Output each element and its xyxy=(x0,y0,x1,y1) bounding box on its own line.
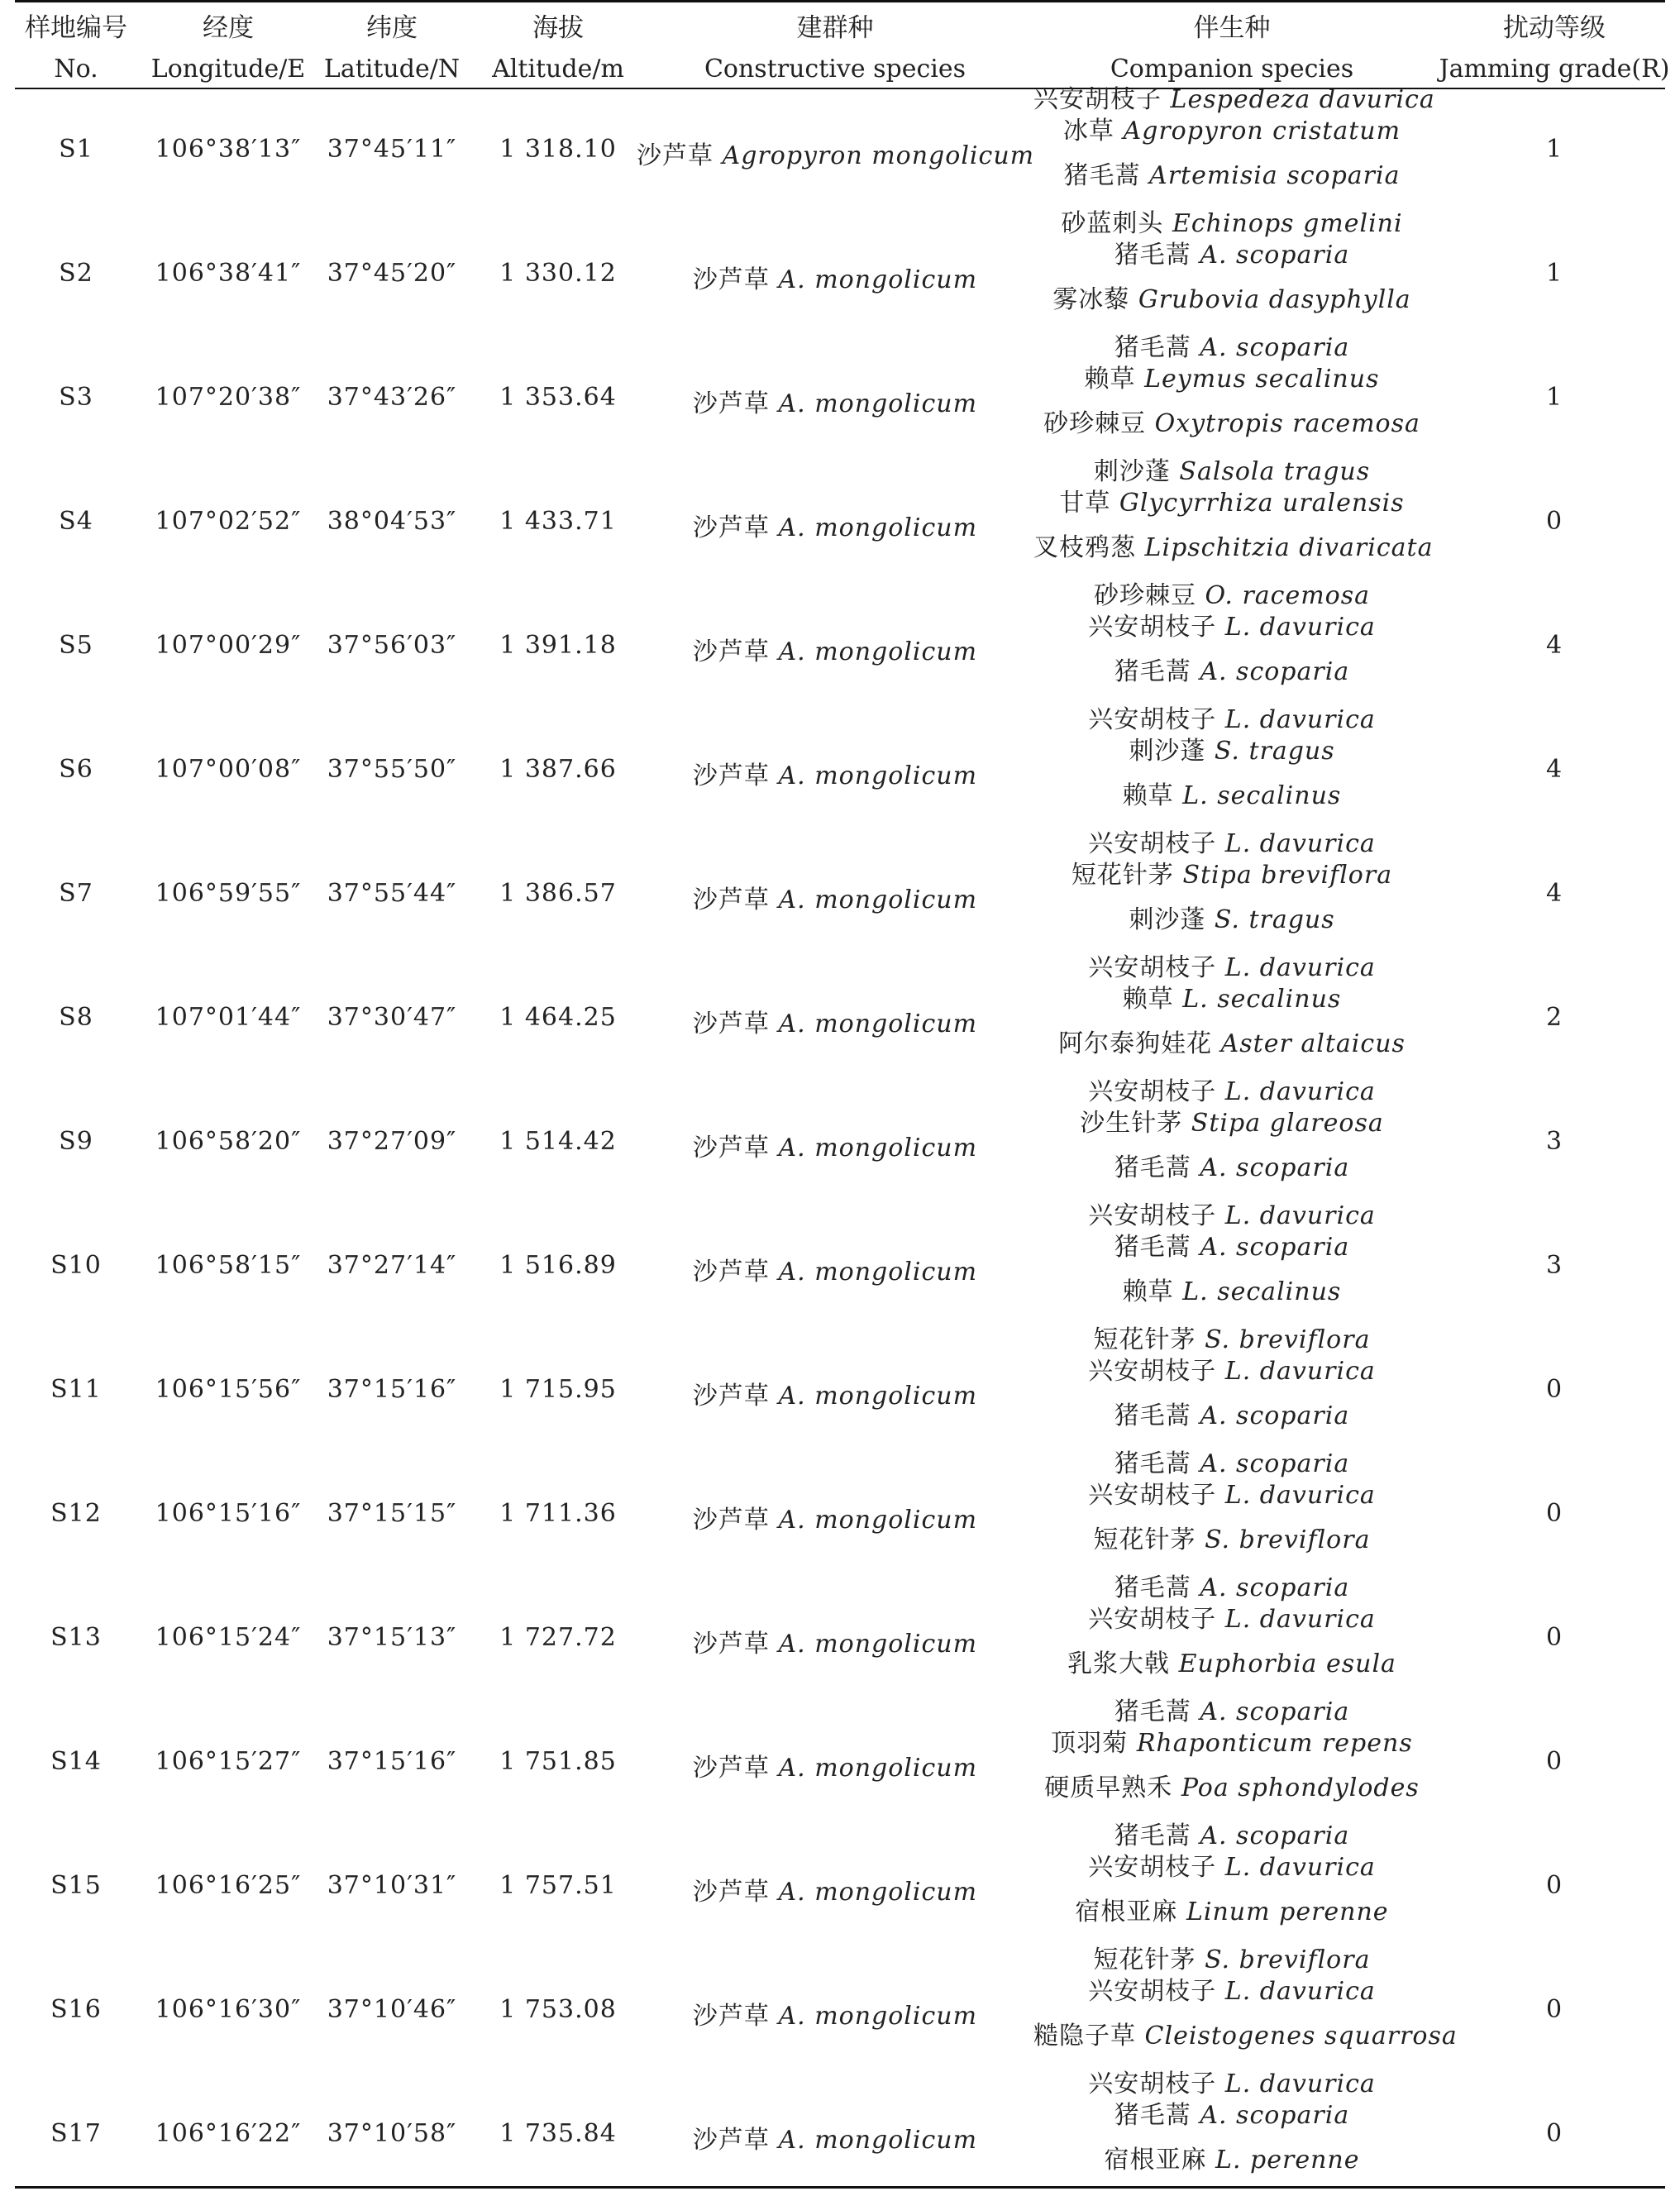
companion-species xyxy=(1033,978,1430,1014)
companion-species xyxy=(1033,403,1430,439)
longitude: 107°02′52″ xyxy=(155,507,302,536)
header-lon-en: Longitude/E xyxy=(150,55,306,84)
constructive-species-latin: Agropyron mongolicum xyxy=(722,141,1035,170)
companion-species-zh: 兴安胡枝子 xyxy=(1088,1853,1217,1882)
latitude: 37°10′46″ xyxy=(327,1995,457,2024)
companion-species-zh: 猪毛蒿 xyxy=(1114,1153,1191,1182)
header-jamming-zh: 扰动等级 xyxy=(1503,13,1606,43)
companion-species-zh: 乳浆大戟 xyxy=(1067,1649,1171,1678)
site-number: S9 xyxy=(59,1127,93,1156)
companion-species xyxy=(1033,1519,1430,1555)
jamming-grade: 0 xyxy=(1545,1747,1563,1776)
site-number: S17 xyxy=(50,2119,102,2148)
companion-species-zh: 砂珍棘豆 xyxy=(1043,409,1147,438)
constructive-species-latin: A. mongolicum xyxy=(778,1630,978,1659)
companion-species-zh: 砂珍棘豆 xyxy=(1093,581,1196,610)
companion-species-latin: L. secalinus xyxy=(1182,781,1342,810)
companion-species xyxy=(1033,234,1430,270)
companion-species-latin: Agropyron cristatum xyxy=(1123,117,1401,146)
companion-species xyxy=(1033,1598,1430,1635)
constructive-species-latin: A. mongolicum xyxy=(778,761,978,790)
companion-species-latin: A. scoparia xyxy=(1200,333,1350,362)
constructive-species-latin: A. mongolicum xyxy=(778,389,978,418)
constructive-species-zh: 沙芦草 xyxy=(692,1010,770,1038)
companion-species-latin: L. davurica xyxy=(1224,613,1376,642)
constructive-species-latin: A. mongolicum xyxy=(778,265,978,294)
companion-species xyxy=(1033,1643,1430,1679)
companion-species-latin: Rhaponticum repens xyxy=(1136,1729,1413,1758)
altitude: 1 318.10 xyxy=(499,135,617,164)
companion-species-zh: 猪毛蒿 xyxy=(1114,333,1191,362)
companion-species-latin: A. scoparia xyxy=(1200,1573,1350,1602)
companion-species-zh: 猪毛蒿 xyxy=(1114,1821,1191,1850)
companion-species xyxy=(1033,606,1430,642)
companion-species xyxy=(1033,1970,1430,2007)
longitude: 106°38′13″ xyxy=(155,135,302,164)
constructive-species xyxy=(637,1871,1033,1907)
longitude: 106°38′41″ xyxy=(155,259,302,288)
header-lon-zh: 经度 xyxy=(203,13,254,43)
altitude: 1 727.72 xyxy=(499,1623,617,1652)
companion-species-latin: Leymus secalinus xyxy=(1144,365,1380,394)
altitude: 1 330.12 xyxy=(499,259,617,288)
companion-species xyxy=(1033,155,1430,191)
longitude: 106°15′24″ xyxy=(155,1623,302,1652)
constructive-species-latin: A. mongolicum xyxy=(778,513,978,542)
header-constructive-zh: 建群种 xyxy=(796,13,874,43)
constructive-species xyxy=(637,1127,1033,1163)
companion-species-zh: 刺沙蓬 xyxy=(1129,905,1206,934)
companion-species-zh: 猪毛蒿 xyxy=(1114,241,1191,270)
companion-species-latin: S. breviflora xyxy=(1205,1525,1371,1554)
companion-species-latin: S. breviflora xyxy=(1205,1325,1371,1354)
companion-species-latin: Stipa breviflora xyxy=(1182,861,1393,890)
constructive-species xyxy=(637,259,1033,295)
companion-species-latin: S. tragus xyxy=(1214,737,1335,766)
site-number: S10 xyxy=(50,1251,102,1280)
companion-species-zh: 冰草 xyxy=(1062,117,1114,146)
companion-species-latin: L. davurica xyxy=(1224,1357,1376,1386)
constructive-species-zh: 沙芦草 xyxy=(692,1506,770,1535)
companion-species-latin: L. davurica xyxy=(1224,2069,1376,2098)
companion-species-latin: A. scoparia xyxy=(1200,1153,1350,1182)
companion-species xyxy=(1033,1846,1430,1883)
companion-species-latin: Euphorbia esula xyxy=(1178,1649,1396,1678)
constructive-species xyxy=(637,507,1033,543)
companion-species-zh: 赖草 xyxy=(1084,365,1136,394)
companion-species-latin: Glycyrrhiza uralensis xyxy=(1119,489,1405,518)
companion-species-zh: 猪毛蒿 xyxy=(1114,2101,1191,2130)
companion-species-latin: Salsola tragus xyxy=(1179,457,1371,486)
constructive-species-zh: 沙芦草 xyxy=(692,761,770,790)
companion-species-zh: 硬质早熟禾 xyxy=(1044,1774,1173,1802)
longitude: 106°16′25″ xyxy=(155,1871,302,1900)
companion-species xyxy=(1033,527,1434,563)
constructive-species-zh: 沙芦草 xyxy=(692,1134,770,1162)
companion-species-latin: O. racemosa xyxy=(1205,581,1371,610)
companion-species-zh: 短花针茅 xyxy=(1093,1525,1196,1554)
companion-species-zh: 兴安胡枝子 xyxy=(1088,2069,1217,2098)
companion-species-latin: Lipschitzia divaricata xyxy=(1144,533,1434,562)
companion-species xyxy=(1033,1350,1430,1387)
companion-species xyxy=(1033,1023,1430,1059)
companion-species-zh: 赖草 xyxy=(1122,1277,1174,1306)
site-number: S2 xyxy=(59,259,93,288)
longitude: 106°58′20″ xyxy=(155,1127,302,1156)
jamming-grade: 3 xyxy=(1545,1251,1563,1280)
companion-species-latin: L. davurica xyxy=(1224,1201,1376,1230)
site-number: S4 xyxy=(59,507,93,536)
companion-species xyxy=(1033,2015,1458,2051)
constructive-species-zh: 沙芦草 xyxy=(692,2126,770,2155)
longitude: 106°15′16″ xyxy=(155,1499,302,1528)
jamming-grade: 3 xyxy=(1545,1127,1563,1156)
header-no-en: No. xyxy=(54,55,98,84)
jamming-grade: 0 xyxy=(1545,2119,1563,2148)
companion-species xyxy=(1033,1102,1430,1139)
companion-species xyxy=(1033,2139,1430,2175)
longitude: 106°15′27″ xyxy=(155,1747,302,1776)
table-top-rule xyxy=(15,0,1665,2)
altitude: 1 715.95 xyxy=(499,1375,617,1404)
altitude: 1 514.42 xyxy=(499,1127,617,1156)
companion-species xyxy=(1033,110,1430,146)
companion-species-zh: 猪毛蒿 xyxy=(1114,657,1191,686)
constructive-species-latin: A. mongolicum xyxy=(778,1258,978,1287)
companion-species xyxy=(1033,1474,1430,1511)
companion-species-latin: Stipa glareosa xyxy=(1191,1109,1384,1138)
altitude: 1 751.85 xyxy=(499,1747,617,1776)
companion-species-zh: 短花针茅 xyxy=(1093,1325,1196,1354)
companion-species-zh: 甘草 xyxy=(1059,489,1111,518)
companion-species-latin: A. scoparia xyxy=(1200,1401,1350,1430)
altitude: 1 433.71 xyxy=(499,507,617,536)
companion-species-latin: L. davurica xyxy=(1224,1077,1376,1106)
constructive-species-zh: 沙芦草 xyxy=(692,265,770,294)
companion-species-zh: 兴安胡枝子 xyxy=(1088,705,1217,734)
companion-species-latin: A. scoparia xyxy=(1200,1449,1350,1478)
constructive-species xyxy=(637,1003,1033,1039)
jamming-grade: 0 xyxy=(1545,507,1563,536)
companion-species-latin: L. davurica xyxy=(1224,829,1376,858)
constructive-species-latin: A. mongolicum xyxy=(778,1010,978,1038)
companion-species-zh: 赖草 xyxy=(1122,781,1174,810)
companion-species-latin: Echinops gmelini xyxy=(1172,209,1403,238)
companion-species-latin: L. secalinus xyxy=(1182,1277,1342,1306)
latitude: 37°30′47″ xyxy=(327,1003,457,1032)
constructive-species xyxy=(637,383,1033,419)
companion-species-latin: Lespedeza davurica xyxy=(1170,85,1435,114)
companion-species-latin: L. secalinus xyxy=(1182,985,1342,1014)
companion-species-latin: Linum perenne xyxy=(1186,1898,1389,1926)
constructive-species xyxy=(637,135,1033,171)
latitude: 37°15′15″ xyxy=(327,1499,457,1528)
companion-species-zh: 猪毛蒿 xyxy=(1114,1697,1191,1726)
jamming-grade: 4 xyxy=(1545,755,1563,784)
companion-species xyxy=(1033,730,1430,766)
companion-species-zh: 短花针茅 xyxy=(1071,861,1174,890)
jamming-grade: 4 xyxy=(1545,879,1563,908)
constructive-species xyxy=(637,1995,1033,2031)
companion-species xyxy=(1033,775,1430,811)
constructive-species-zh: 沙芦草 xyxy=(692,1382,770,1411)
constructive-species xyxy=(637,879,1033,915)
companion-species xyxy=(1033,482,1430,518)
companion-species-zh: 猪毛蒿 xyxy=(1063,161,1141,190)
header-alt-en: Altitude/m xyxy=(492,55,624,84)
companion-species-zh: 兴安胡枝子 xyxy=(1088,1201,1217,1230)
companion-species-zh: 宿根亚麻 xyxy=(1075,1898,1178,1926)
companion-species-zh: 雾冰藜 xyxy=(1052,285,1130,314)
companion-species-zh: 刺沙蓬 xyxy=(1093,457,1171,486)
longitude: 107°20′38″ xyxy=(155,383,302,412)
jamming-grade: 0 xyxy=(1545,1623,1563,1652)
latitude: 37°27′09″ xyxy=(327,1127,457,1156)
companion-species-zh: 兴安胡枝子 xyxy=(1088,1977,1217,2006)
jamming-grade: 4 xyxy=(1545,631,1563,660)
site-number: S7 xyxy=(59,879,93,908)
companion-species xyxy=(1033,899,1430,935)
companion-species-latin: A. scoparia xyxy=(1200,1697,1350,1726)
companion-species-zh: 兴安胡枝子 xyxy=(1088,613,1217,642)
companion-species xyxy=(1033,854,1430,890)
companion-species xyxy=(1033,1395,1430,1431)
altitude: 1 516.89 xyxy=(499,1251,617,1280)
companion-species-latin: Artemisia scoparia xyxy=(1149,161,1401,190)
longitude: 106°58′15″ xyxy=(155,1251,302,1280)
companion-species-latin: Cleistogenes squarrosa xyxy=(1144,2022,1458,2050)
constructive-species-zh: 沙芦草 xyxy=(692,1878,770,1907)
latitude: 37°43′26″ xyxy=(327,383,457,412)
constructive-species-latin: A. mongolicum xyxy=(778,1382,978,1411)
header-lat-en: Latitude/N xyxy=(323,55,461,84)
site-number: S16 xyxy=(50,1995,102,2024)
latitude: 37°27′14″ xyxy=(327,1251,457,1280)
constructive-species-zh: 沙芦草 xyxy=(692,1754,770,1783)
companion-species-zh: 顶羽菊 xyxy=(1051,1729,1129,1758)
constructive-species xyxy=(637,1623,1033,1659)
companion-species-latin: Poa sphondylodes xyxy=(1181,1774,1420,1802)
companion-species-latin: Oxytropis racemosa xyxy=(1154,409,1420,438)
header-alt-zh: 海拔 xyxy=(532,13,584,43)
companion-species-zh: 阿尔泰狗娃花 xyxy=(1058,1029,1213,1058)
jamming-grade: 0 xyxy=(1545,1871,1563,1900)
jamming-grade: 1 xyxy=(1545,259,1563,288)
companion-species-zh: 赖草 xyxy=(1122,985,1174,1014)
altitude: 1 353.64 xyxy=(499,383,617,412)
constructive-species xyxy=(637,631,1033,667)
companion-species-latin: Aster altaicus xyxy=(1220,1029,1406,1058)
companion-species xyxy=(1033,651,1430,687)
latitude: 37°55′50″ xyxy=(327,755,457,784)
altitude: 1 391.18 xyxy=(499,631,617,660)
constructive-species xyxy=(637,1375,1033,1411)
constructive-species-latin: A. mongolicum xyxy=(778,1506,978,1535)
companion-species-latin: A. scoparia xyxy=(1200,1233,1350,1262)
latitude: 37°10′58″ xyxy=(327,2119,457,2148)
constructive-species-latin: A. mongolicum xyxy=(778,1878,978,1907)
constructive-species-latin: A. mongolicum xyxy=(778,2002,978,2031)
latitude: 37°45′20″ xyxy=(327,259,457,288)
companion-species-latin: A. scoparia xyxy=(1200,1821,1350,1850)
constructive-species xyxy=(637,1747,1033,1783)
companion-species-zh: 刺沙蓬 xyxy=(1129,737,1206,766)
companion-species xyxy=(1033,1722,1430,1759)
altitude: 1 386.57 xyxy=(499,879,617,908)
constructive-species xyxy=(637,755,1033,791)
site-number: S11 xyxy=(50,1375,102,1404)
altitude: 1 753.08 xyxy=(499,1995,617,2024)
longitude: 107°00′08″ xyxy=(155,755,302,784)
companion-species xyxy=(1033,1767,1430,1803)
companion-species-zh: 兴安胡枝子 xyxy=(1088,829,1217,858)
companion-species-zh: 猪毛蒿 xyxy=(1114,1573,1191,1602)
companion-species-zh: 兴安胡枝子 xyxy=(1088,1077,1217,1106)
constructive-species-zh: 沙芦草 xyxy=(692,637,770,666)
latitude: 37°15′13″ xyxy=(327,1623,457,1652)
latitude: 37°55′44″ xyxy=(327,879,457,908)
altitude: 1 387.66 xyxy=(499,755,617,784)
latitude: 37°56′03″ xyxy=(327,631,457,660)
altitude: 1 735.84 xyxy=(499,2119,617,2148)
constructive-species-zh: 沙芦草 xyxy=(692,1630,770,1659)
companion-species-latin: A. scoparia xyxy=(1200,241,1350,270)
companion-species xyxy=(1033,358,1430,394)
constructive-species-zh: 沙芦草 xyxy=(692,2002,770,2031)
companion-species-zh: 兴安胡枝子 xyxy=(1088,1481,1217,1510)
companion-species xyxy=(1033,1147,1430,1183)
header-lat-zh: 纬度 xyxy=(366,13,418,43)
header-constructive-en: Constructive species xyxy=(704,55,966,84)
companion-species-zh: 短花针茅 xyxy=(1093,1945,1196,1974)
constructive-species xyxy=(637,1251,1033,1287)
site-number: S13 xyxy=(50,1623,102,1652)
companion-species-zh: 猪毛蒿 xyxy=(1114,1233,1191,1262)
constructive-species-zh: 沙芦草 xyxy=(692,389,770,418)
latitude: 38°04′53″ xyxy=(327,507,457,536)
companion-species-latin: L. davurica xyxy=(1224,1977,1376,2006)
latitude: 37°10′31″ xyxy=(327,1871,457,1900)
longitude: 106°16′30″ xyxy=(155,1995,302,2024)
altitude: 1 711.36 xyxy=(499,1499,617,1528)
header-companion-zh: 伴生种 xyxy=(1193,13,1271,43)
companion-species-latin: S. tragus xyxy=(1214,905,1335,934)
constructive-species-latin: A. mongolicum xyxy=(778,1134,978,1162)
companion-species xyxy=(1033,279,1430,315)
companion-species-latin: A. scoparia xyxy=(1200,2101,1350,2130)
companion-species-zh: 叉枝鸦葱 xyxy=(1033,533,1136,562)
companion-species-zh: 糙隐子草 xyxy=(1033,2022,1136,2050)
companion-species-latin: L. davurica xyxy=(1224,1481,1376,1510)
companion-species-latin: L. davurica xyxy=(1224,705,1376,734)
longitude: 107°00′29″ xyxy=(155,631,302,660)
constructive-species-zh: 沙芦草 xyxy=(692,1258,770,1287)
companion-species-zh: 兴安胡枝子 xyxy=(1088,1605,1217,1634)
companion-species-zh: 宿根亚麻 xyxy=(1104,2146,1207,2175)
constructive-species-zh: 沙芦草 xyxy=(692,513,770,542)
companion-species-zh: 兴安胡枝子 xyxy=(1033,85,1162,114)
companion-species-zh: 砂蓝刺头 xyxy=(1061,209,1164,238)
site-number: S5 xyxy=(59,631,93,660)
longitude: 106°59′55″ xyxy=(155,879,302,908)
jamming-grade: 0 xyxy=(1545,1375,1563,1404)
constructive-species-zh: 沙芦草 xyxy=(637,141,714,170)
companion-species xyxy=(1033,2094,1430,2131)
companion-species-latin: A. scoparia xyxy=(1200,657,1350,686)
site-number: S14 xyxy=(50,1747,102,1776)
companion-species-latin: Grubovia dasyphylla xyxy=(1138,285,1411,314)
companion-species xyxy=(1033,1226,1430,1263)
site-number: S15 xyxy=(50,1871,102,1900)
companion-species-latin: L. davurica xyxy=(1224,1605,1376,1634)
jamming-grade: 1 xyxy=(1545,135,1563,164)
constructive-species xyxy=(637,2119,1033,2155)
constructive-species-zh: 沙芦草 xyxy=(692,886,770,914)
site-number: S1 xyxy=(59,135,93,164)
constructive-species xyxy=(637,1499,1033,1535)
companion-species xyxy=(1033,1271,1430,1307)
jamming-grade: 2 xyxy=(1545,1003,1563,1032)
latitude: 37°15′16″ xyxy=(327,1747,457,1776)
altitude: 1 757.51 xyxy=(499,1871,617,1900)
longitude: 107°01′44″ xyxy=(155,1003,302,1032)
longitude: 106°15′56″ xyxy=(155,1375,302,1404)
jamming-grade: 0 xyxy=(1545,1995,1563,2024)
header-jamming-en: Jamming grade(R) xyxy=(1439,55,1670,84)
jamming-grade: 0 xyxy=(1545,1499,1563,1528)
companion-species xyxy=(1033,1891,1430,1927)
companion-species-zh: 兴安胡枝子 xyxy=(1088,953,1217,982)
companion-species-latin: S. breviflora xyxy=(1205,1945,1371,1974)
latitude: 37°15′16″ xyxy=(327,1375,457,1404)
site-number: S12 xyxy=(50,1499,102,1528)
constructive-species-latin: A. mongolicum xyxy=(778,2126,978,2155)
companion-species-latin: L. perenne xyxy=(1215,2146,1360,2175)
site-number: S8 xyxy=(59,1003,93,1032)
constructive-species-latin: A. mongolicum xyxy=(778,637,978,666)
longitude: 106°16′22″ xyxy=(155,2119,302,2148)
companion-species-zh: 沙生针茅 xyxy=(1080,1109,1183,1138)
companion-species-latin: L. davurica xyxy=(1224,953,1376,982)
altitude: 1 464.25 xyxy=(499,1003,617,1032)
table-bottom-rule xyxy=(15,2186,1665,2189)
site-number: S6 xyxy=(59,755,93,784)
header-companion-en: Companion species xyxy=(1110,55,1354,84)
companion-species-zh: 兴安胡枝子 xyxy=(1088,1357,1217,1386)
companion-species-zh: 猪毛蒿 xyxy=(1114,1449,1191,1478)
constructive-species-latin: A. mongolicum xyxy=(778,1754,978,1783)
companion-species-latin: L. davurica xyxy=(1224,1853,1376,1882)
site-number: S3 xyxy=(59,383,93,412)
jamming-grade: 1 xyxy=(1545,383,1563,412)
latitude: 37°45′11″ xyxy=(327,135,457,164)
header-no-zh: 样地编号 xyxy=(25,13,127,43)
companion-species-zh: 猪毛蒿 xyxy=(1114,1401,1191,1430)
constructive-species-latin: A. mongolicum xyxy=(778,886,978,914)
